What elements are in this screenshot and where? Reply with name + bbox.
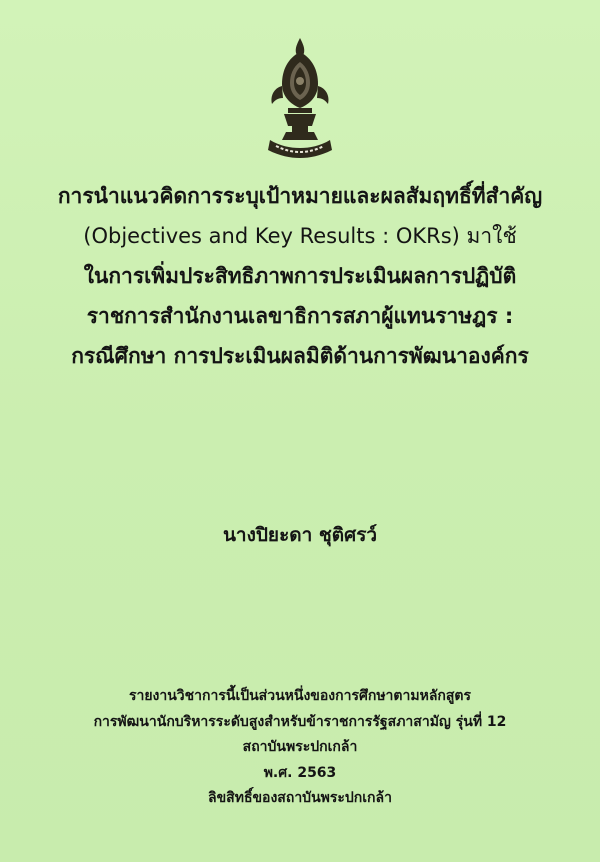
title-line-4: ราชการสำนักงานเลขาธิการสภาผู้แทนราษฎร : <box>86 304 514 328</box>
title-line-1: การนำแนวคิดการระบุเป้าหมายและผลสัมฤทธิ์ที่สำคัญ <box>57 184 543 208</box>
footer-line-2: การพัฒนานักบริหารระดับสูงสำหรับข้าราชการรัฐสภาสามัญ รุ่นที่ 12 <box>93 713 507 730</box>
title-line-5: กรณีศึกษา การประเมินผลมิติด้านการพัฒนาองค์กร <box>71 344 529 368</box>
king-prajadhipok-institute-emblem-icon <box>266 36 334 162</box>
title-line-3: ในการเพิ่มประสิทธิภาพการประเมินผลการปฏิบัติ <box>83 264 517 288</box>
footer-line-3: สถาบันพระปกเกล้า <box>242 739 358 755</box>
institution-statement <box>0 684 600 812</box>
title-line-2: (Objectives and Key Results : OKRs) มาใช้ <box>83 224 517 248</box>
author-name: นางปิยะดา ชุติศรว์ <box>222 524 378 546</box>
copyright-notice: ลิขสิทธิ์ของสถาบันพระปกเกล้า <box>208 790 392 806</box>
footer-year: พ.ศ. 2563 <box>263 764 337 781</box>
footer-line-1: รายงานวิชาการนี้เป็นส่วนหนึ่งของการศึกษาตามหลักสูตร <box>128 688 472 704</box>
report-title <box>0 176 600 376</box>
